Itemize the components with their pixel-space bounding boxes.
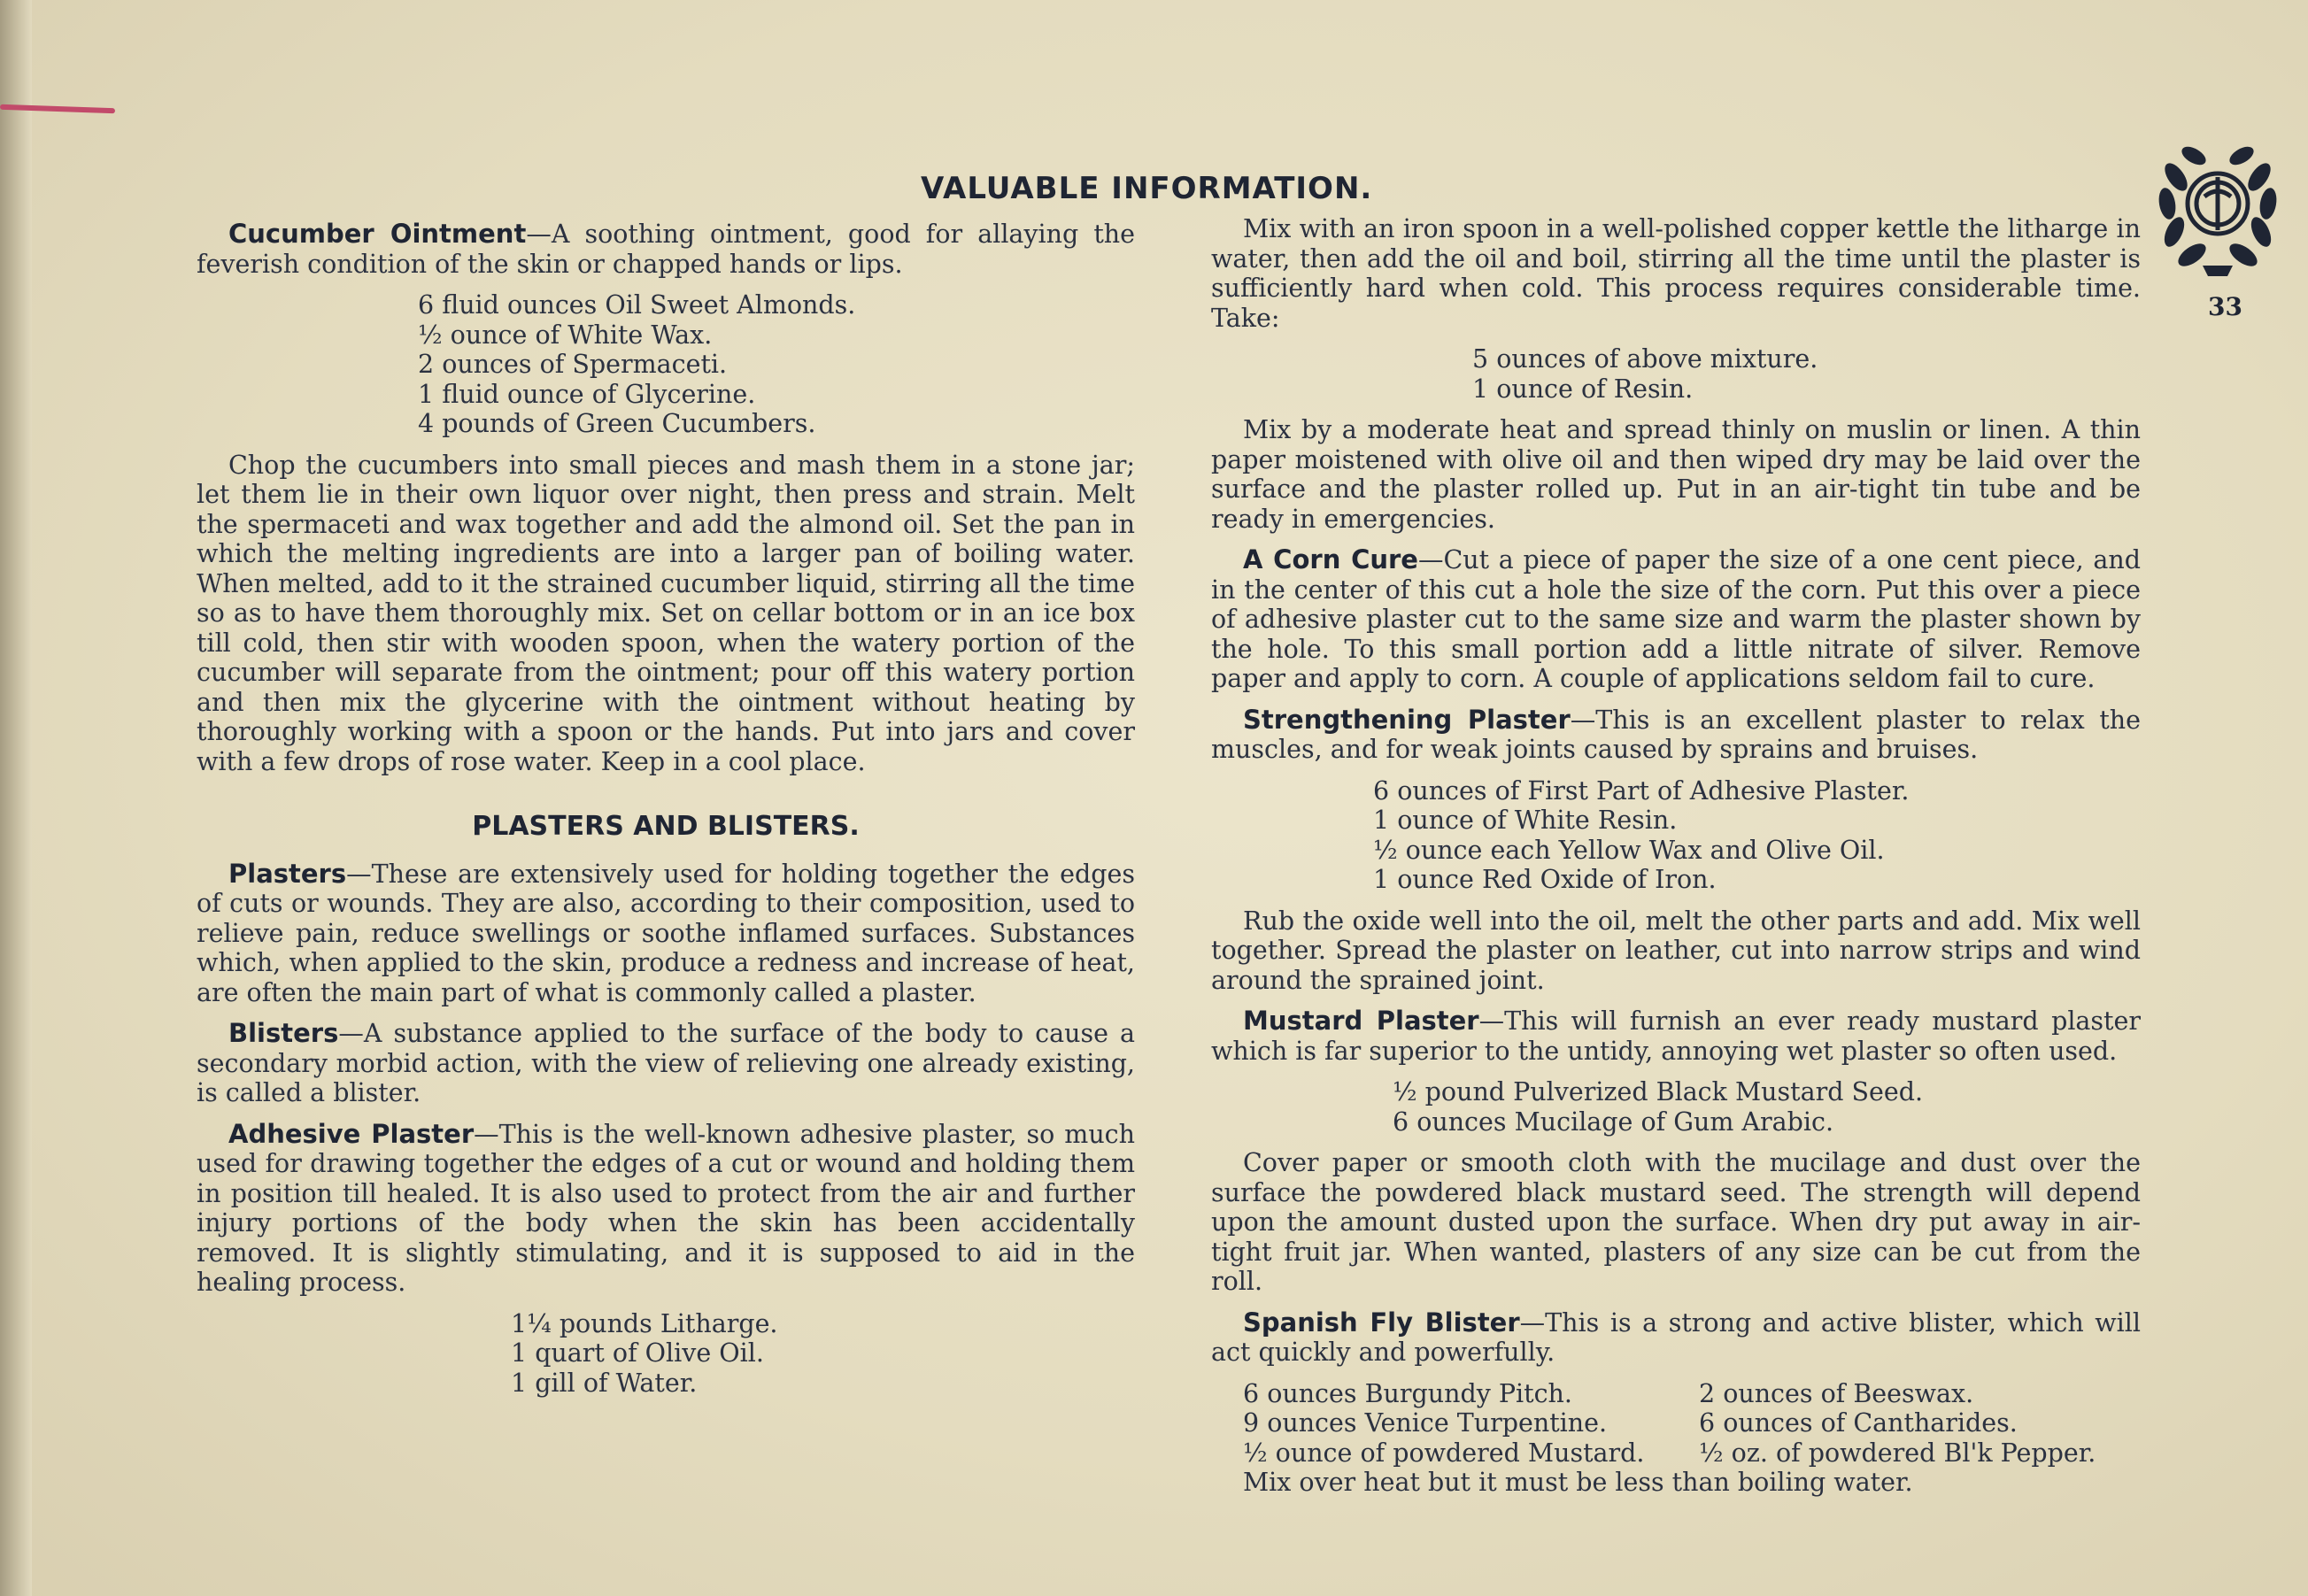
ingredient: 1 quart of Olive Oil. — [511, 1338, 764, 1368]
ingredient: ½ ounce of powdered Mustard. — [1243, 1438, 1645, 1468]
ingredient: ½ ounce of White Wax. — [418, 320, 713, 350]
blisters-text: —A substance applied to the surface of the body to cause a secondary morbid action, with the view of relieving one already existing, is called a blister. — [197, 1019, 1135, 1107]
ingredient: 1 ounce of Resin. — [1472, 374, 1694, 404]
ingredient: 6 ounces of Cantharides. — [1699, 1408, 2018, 1438]
plasters-text: —These are extensively used for holding together the edges of cuts or wounds. They are also, according to their composition, used to relieve pain, reduce swellings or soothe inflamed surfaces. Substances which, when applied to the skin, produce a redness and increase of heat, are often the main part of what is commonly called a plaster. — [197, 859, 1135, 1007]
mustard-plaster-text: —This will furnish an ever ready mustard plaster which is far superior to the untidy, annoying wet plaster so often used. — [1211, 1006, 2141, 1066]
ingredient: 1 fluid ounce of Glycerine. — [418, 379, 756, 409]
cucumber-directions: Chop the cucumbers into small pieces and mash them in a stone jar; let them lie in their own liquor over night, then press and strain. Melt the spermaceti and wax together and add the almond oil. Set the pan in which the melting ingredients are into a larger pan of boiling water. When melted, add to it the strained cucumber liquid, stirring all the time so as to have them thoroughly mix. Set on cellar bottom or in an ice box till cold, then stir with wooden spoon, when the watery portion of the cucumber will separate from the ointment; pour off this watery portion and then mix the glycerine with the ointment without heating by thoroughly working with a spoon or the hands. Put into jars and cover with a few drops of rose water. Keep in a cool place. — [197, 450, 1135, 776]
corn-cure-term: A Corn Cure — [1243, 544, 1418, 574]
adhesive-plaster-entry — [197, 1120, 1135, 1298]
plasters-term: Plasters — [228, 858, 347, 889]
strengthening-plaster-entry — [1211, 705, 2141, 765]
corn-cure-entry — [1211, 545, 2141, 694]
section-title: PLASTERS AND BLISTERS. — [472, 811, 860, 842]
book-spine — [0, 0, 32, 1596]
page-title: VALUABLE INFORMATION. — [921, 171, 1373, 206]
cucumber-ointment-entry — [197, 220, 1135, 279]
spanish-fly-term: Spanish Fly Blister — [1243, 1307, 1520, 1338]
cucumber-ointment-term: Cucumber Ointment — [228, 219, 527, 249]
strengthening-ingredients — [1211, 776, 2141, 895]
ingredient: 2 ounces of Spermaceti. — [418, 350, 728, 379]
ingredient: 1 ounce of White Resin. — [1373, 806, 1678, 835]
ingredient: ½ oz. of powdered Bl'k Pepper. — [1699, 1438, 2096, 1468]
left-column — [197, 220, 1135, 1409]
ingredient: 9 ounces Venice Turpentine. — [1243, 1408, 1608, 1438]
ingredient: 6 ounces Mucilage of Gum Arabic. — [1393, 1106, 1834, 1137]
right-column — [1211, 214, 2141, 1509]
adhesive-continued: Mix with an iron spoon in a well-polished copper kettle the litharge in water, then add the oil and boil, stirring all the time until the plaster is sufficiently hard when cold. This process requires considerable time. Take: — [1211, 214, 2141, 333]
adhesive-plaster-text: —This is the well-known adhesive plaster, so much used for drawing together the edges of a cut or wound and holding them in position till healed. It is also used to protect from the air and further injury portions of the body when the skin has been accidentally removed. It is slightly stimulating, and it is supposed to aid in the healing process. — [197, 1119, 1135, 1297]
ingredient: 4 pounds of Green Cucumbers. — [418, 409, 816, 438]
ingredient: 6 ounces of First Part of Adhesive Plaster. — [1373, 775, 1910, 806]
blisters-entry — [197, 1019, 1135, 1108]
ingredient: ½ pound Pulverized Black Mustard Seed. — [1393, 1077, 1924, 1106]
blisters-term: Blisters — [228, 1018, 339, 1048]
mustard-directions: Cover paper or smooth cloth with the mucilage and dust over the surface the powdered black mustard seed. The strength will depend upon the amount dusted upon the surface. When dry put away in air-tight fruit jar. When wanted, plasters of any size can be cut from the roll. — [1211, 1148, 2141, 1296]
spanish-fly-text: —This is a strong and active blister, which will act quickly and powerfully. — [1211, 1307, 2141, 1367]
spanish-fly-directions: Mix over heat but it must be less than boiling water. — [1243, 1468, 1913, 1497]
ingredient: 6 fluid ounces Oil Sweet Almonds. — [418, 290, 856, 320]
cucumber-ointment-intro: —A soothing ointment, good for allaying the feverish condition of the skin or chapped hands or lips. — [197, 220, 1135, 279]
mustard-ingredients — [1211, 1077, 2141, 1137]
laurel-emblem-icon — [2141, 133, 2296, 288]
ingredient: ½ ounce each Yellow Wax and Olive Oil. — [1373, 835, 1885, 865]
plasters-entry — [197, 860, 1135, 1008]
strengthening-plaster-text: —This is an excellent plaster to relax the muscles, and for weak joints caused by sprains and bruises. — [1211, 705, 2142, 764]
cucumber-ingredients — [197, 290, 1135, 439]
ingredient: 1¼ pounds Litharge. — [511, 1308, 778, 1338]
ingredient: 5 ounces of above mixture. — [1472, 344, 1818, 374]
strengthening-plaster-term: Strengthening Plaster — [1243, 704, 1571, 735]
mustard-plaster-term: Mustard Plaster — [1243, 1006, 1479, 1036]
mustard-plaster-entry — [1211, 1006, 2141, 1066]
ingredient: 1 ounce Red Oxide of Iron. — [1373, 865, 1717, 894]
adhesive-plaster-term: Adhesive Plaster — [228, 1118, 475, 1149]
ingredient: 2 ounces of Beeswax. — [1699, 1378, 1974, 1408]
spanish-fly-entry — [1211, 1308, 2141, 1368]
spanish-fly-ingredients — [1211, 1379, 2141, 1469]
ingredient: 6 ounces Burgundy Pitch. — [1243, 1378, 1572, 1408]
adhesive-ingredients — [197, 1309, 1135, 1399]
ingredient: 1 gill of Water. — [511, 1368, 698, 1398]
adhesive-mixture-ingredients — [1211, 344, 2141, 404]
strengthening-directions: Rub the oxide well into the oil, melt the other parts and add. Mix well together. Spread the plaster on leather, cut into narrow strips and wind around the sprained joint. — [1211, 906, 2141, 995]
page-number: 33 — [2208, 292, 2242, 321]
adhesive-directions: Mix by a moderate heat and spread thinly on muslin or linen. A thin paper moistened with olive oil and then wiped dry may be laid over the surface and the plaster rolled up. Put in an air-tight tin tube and be ready in emergencies. — [1211, 415, 2141, 534]
corn-cure-text: —Cut a piece of paper the size of a one cent piece, and in the center of this cut a hole the size of the corn. Put this over a piece of adhesive plaster cut to the same size and warm the plaster shown by the hole. To this small portion add a little nitrate of silver. Remove paper and apply to corn. A couple of applications seldom fail to cure. — [1211, 545, 2141, 693]
